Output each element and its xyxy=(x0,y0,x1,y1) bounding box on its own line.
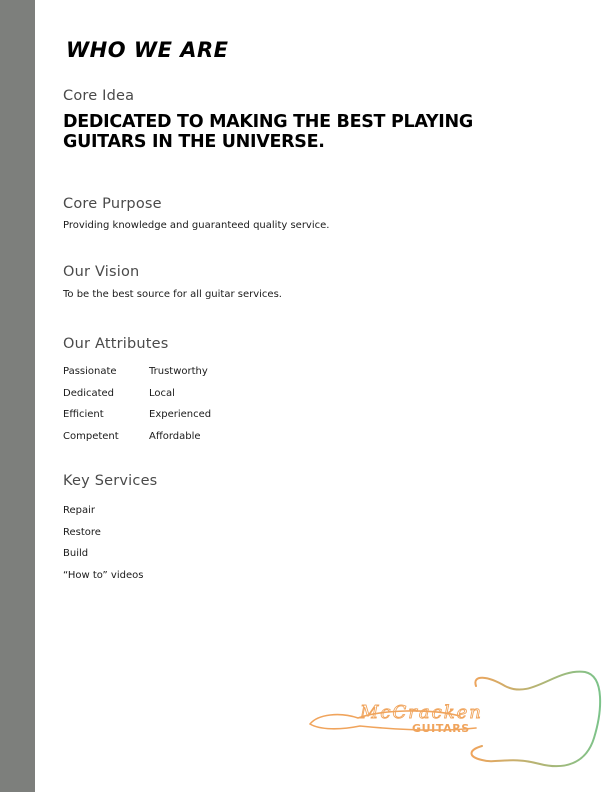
service-item: Build xyxy=(63,548,89,559)
brand-guitars-label: GUITARS xyxy=(412,722,470,735)
service-item: “How to” videos xyxy=(63,569,144,581)
key-services-heading: Key Services xyxy=(63,473,158,489)
attribute-item: Experienced xyxy=(149,409,212,420)
attributes-heading: Our Attributes xyxy=(63,336,169,352)
attributes-list xyxy=(63,361,239,447)
core-purpose-text: Providing knowledge and guaranteed quality service. xyxy=(63,220,330,231)
key-services-list xyxy=(63,500,143,586)
brand-script-name: McCracken xyxy=(360,702,483,723)
core-purpose-heading: Core Purpose xyxy=(63,196,162,212)
service-item: Restore xyxy=(63,526,101,538)
mccracken-guitars-logo xyxy=(300,660,605,780)
attribute-item: Passionate xyxy=(63,366,117,377)
attribute-item: Affordable xyxy=(149,430,201,442)
service-item: Repair xyxy=(63,505,96,516)
attribute-item: Trustworthy xyxy=(149,366,208,377)
left-sidebar-bar xyxy=(0,0,35,792)
attribute-item: Dedicated xyxy=(63,387,115,399)
core-idea-statement: DEDICATED TO MAKING THE BEST PLAYING GUITARS IN THE UNIVERSE. xyxy=(63,112,473,152)
vision-text: To be the best source for all guitar services. xyxy=(63,289,282,300)
vision-heading: Our Vision xyxy=(63,264,140,280)
attribute-item: Efficient xyxy=(63,409,104,420)
guitar-body-outline xyxy=(472,672,601,766)
attribute-item: Local xyxy=(149,387,175,399)
core-idea-heading: Core Idea xyxy=(63,88,135,104)
page-title: WHO WE ARE xyxy=(66,38,229,62)
attribute-item: Competent xyxy=(63,430,119,442)
